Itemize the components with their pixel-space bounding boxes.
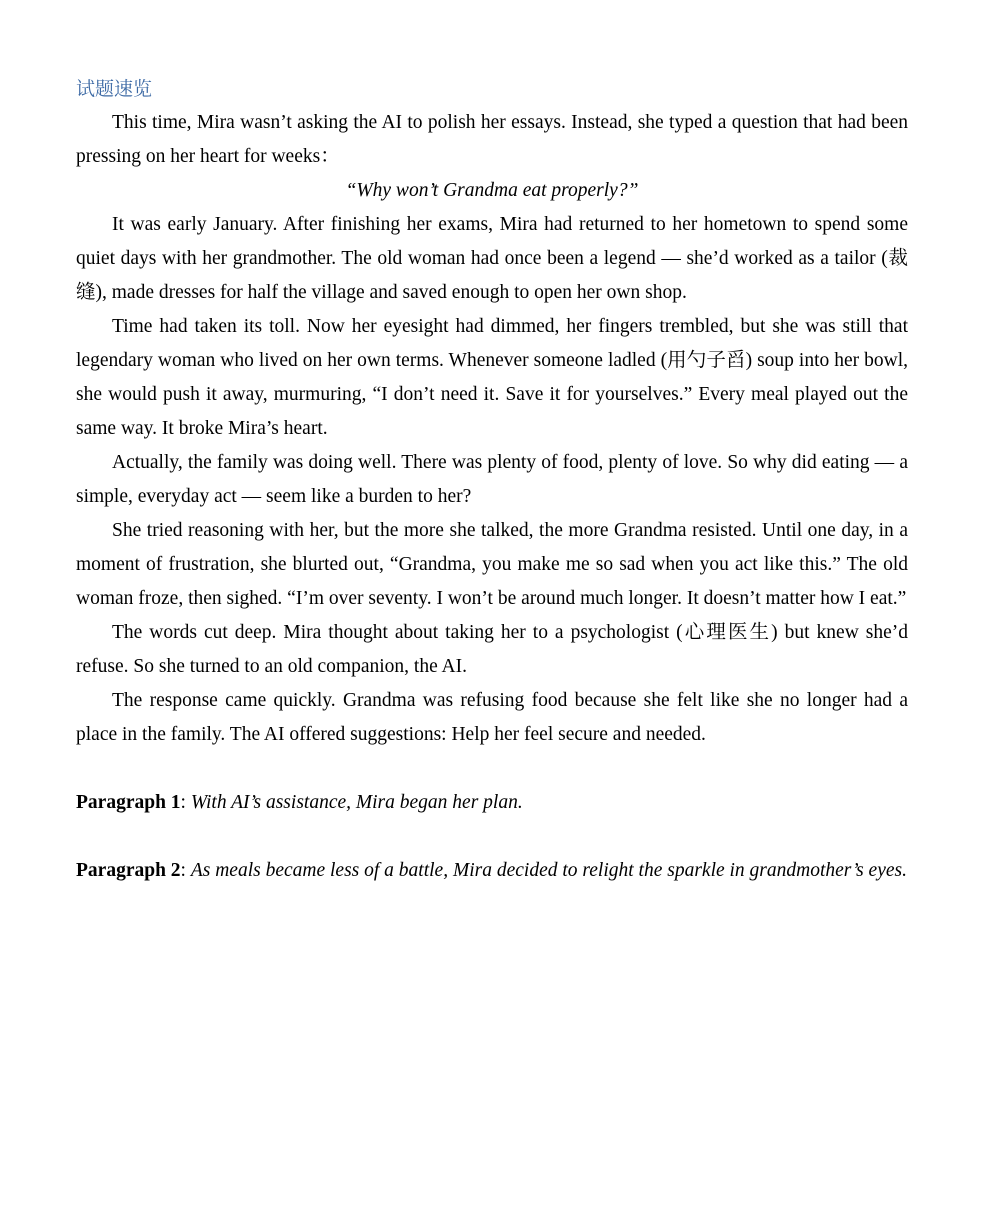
passage-quote: “Why won’t Grandma eat properly?” [345,180,639,201]
prompt-separator: : [180,792,191,813]
prompt-label: Paragraph 2 [76,860,181,881]
writing-prompts [76,786,908,888]
prompt-text: As meals became less of a battle, Mira decided to relight the sparkle in grandmother’s eyes. [190,860,907,881]
passage [76,106,908,752]
prompt-separator: : [180,860,191,881]
passage-paragraph-4: Actually, the family was doing well. There was plenty of food, plenty of love. So why did eating — a simple, everyday act — seem like a burden to her? [76,452,908,507]
prompt-paragraph-2 [76,854,908,888]
prompt-paragraph-1 [76,786,908,820]
passage-paragraph-2: It was early January. After finishing her exams, Mira had returned to her hometown to spend some quiet days with her grandmother. The old woman had once been a legend — she’d worked as a tailor (裁缝), made dresses for half the village and saved enough to open her own shop. [76,214,908,303]
passage-paragraph-3: Time had taken its toll. Now her eyesight had dimmed, her fingers trembled, but she was still that legendary woman who lived on her own terms. Whenever someone ladled (用勺子舀) soup into her bowl, she would push it away, murmuring, “I don’t need it. Save it for yourselves.” Every meal played out the same way. It broke Mira’s heart. [76,316,908,439]
document-page [76,74,908,922]
passage-paragraph-6: The words cut deep. Mira thought about taking her to a psychologist (心理医生) but knew she’d refuse. So she turned to an old companion, the AI. [76,622,908,677]
passage-paragraph-1: This time, Mira wasn’t asking the AI to polish her essays. Instead, she typed a question that had been pressing on her heart for weeks： [76,112,908,167]
prompt-label: Paragraph 1 [76,792,181,813]
prompt-text: With AI’s assistance, Mira began her plan. [190,792,523,813]
passage-paragraph-7: The response came quickly. Grandma was refusing food because she felt like she no longer had a place in the family. The AI offered suggestions: Help her feel secure and needed. [76,690,908,745]
passage-paragraph-5: She tried reasoning with her, but the more she talked, the more Grandma resisted. Until one day, in a moment of frustration, she blurted out, “Grandma, you make me so sad when you act like this.” The old woman froze, then sighed. “I’m over seventy. I won’t be around much longer. It doesn’t matter how I eat.” [76,520,908,609]
section-heading: 试题速览 [76,78,153,100]
